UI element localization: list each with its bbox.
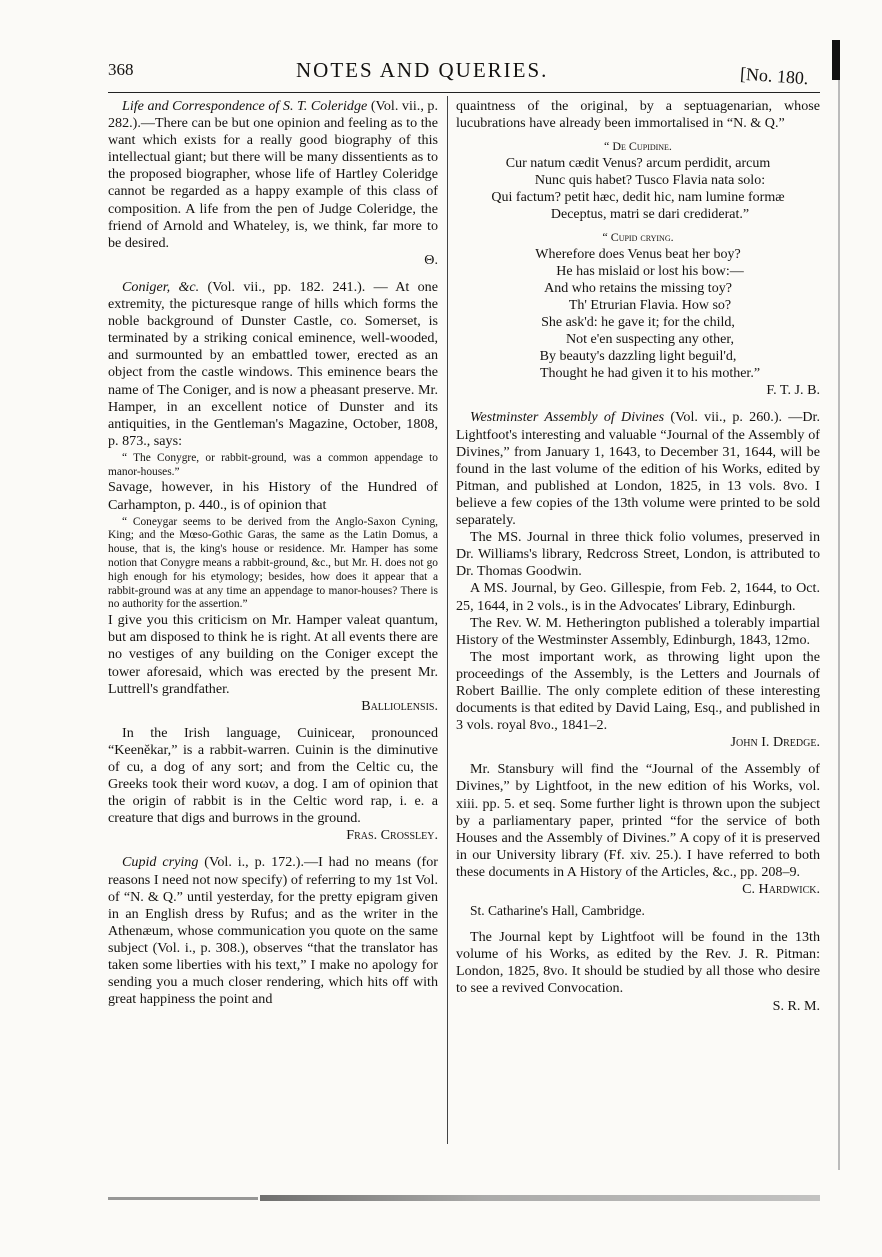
stansbury-signature: C. Hardwick. [742, 881, 820, 897]
page-edge-line [838, 80, 840, 1170]
westminster-note [456, 409, 820, 529]
verse-line: Cur natum cædit Venus? arcum perdidit, arcum [505, 156, 771, 172]
lightfoot-signature: S. R. M. [772, 997, 820, 1014]
footer-scan-band [260, 1195, 820, 1201]
cupid-signature: F. T. J. B. [766, 382, 820, 399]
cupid-continuation: quaintness of the original, by a septuagenarian, whose lucubrations have already been immortalised in “N. & Q.” [456, 98, 820, 132]
verse-line: By beauty's dazzling light beguil'd, [539, 349, 737, 365]
running-title: NOTES AND QUERIES. [296, 58, 549, 82]
cupid-note [108, 854, 438, 1008]
coniger-text: (Vol. vii., pp. 182. 241.). — At one extremity, the picturesque range of hills which forms the noble background of Dunster Castle, co. Somerset, is terminated by a striking conical eminence, well-wooded, and surmounted by an embattled tower, erected as an object from the castle windows. This eminence bears the name of The Coniger, and is now a pheasant preserve. Mr. Hamper, in an excellent notice of Dunster and its antiquities, in the Gentleman's Magazine, October, 1808, p. 873., says: [108, 278, 438, 449]
coniger-quote-hamper: “ The Conygre, or rabbit-ground, was a common appendage to manor-houses.” [108, 451, 438, 478]
westminster-text: (Vol. vii., p. 260.). —Dr. Lightfoot's interesting and valuable “Journal of the Assembly of Divines,” from January 1, 1643, to December 31, 1644, will be found in the last volume of the edition of his Works, edited by Pitman, and published at London, 1825, in 13 vols. 8vo. I believe a few copies of the 13th volume were printed to be sold separately. [456, 409, 820, 529]
lightfoot-note: The Journal kept by Lightfoot will be found in the 13th volume of his Works, as edited by the Rev. J. R. Pitman: London, 1825, 8vo. It should be studied by all those who desire to see a revived Convocation. [456, 929, 820, 997]
page-number: 368 [108, 60, 134, 79]
verse-line: Not e'en suspecting any other, [566, 332, 734, 348]
coniger-savage-text: Savage, however, in his History of the Hundred of Carhampton, p. 440., is of opinion that [108, 479, 438, 513]
westminster-title: Westminster Assembly of Divines [470, 409, 665, 426]
right-column [456, 98, 820, 1015]
header-rule [108, 92, 820, 93]
cupid-title: Cupid crying [122, 854, 199, 871]
issue-number: [No. 180. [739, 63, 810, 89]
stansbury-note: Mr. Stansbury will find the “Journal of the Assembly of Divines,” by Lightfoot, in the new edition of his Works, vol. xiii. pp. 5. et seq. Some further light is thrown upon the subject by a parliamentary paper, printed “for the service of both Houses and the Assembly of Divines.” A copy of it is preserved in our University library (Ff. xiv. 25.). I have referred to both these documents in A History of the Articles, &c., pp. 208–9. [456, 761, 820, 880]
coleridge-title: Life and Correspondence of S. T. Coleridge [122, 98, 368, 114]
irish-note: In the Irish language, Cuinicear, pronounced “Keenĕkar,” is a rabbit-warren. Cuinin is the diminutive of cu, a dog of any sort; and from the Celtic cu, the Greeks took their word κυων, a dog. I am of opinion that the origin of rabbit is in the Celtic word rap, i. e. a creature that digs and burrows in the ground. [108, 724, 438, 827]
westminster-para-3: A MS. Journal, by Geo. Gillespie, from Feb. 2, 1644, to Oct. 25, 1644, in 2 vols., is in the Advocates' Library, Edinburgh. [456, 580, 820, 614]
westminster-signature: John I. Dredge. [730, 734, 820, 751]
coleridge-note [108, 98, 438, 252]
verse-line: Thought he had given it to his mother.” [539, 366, 761, 382]
verse-line: She ask'd: he gave it; for the child, [541, 315, 735, 331]
coniger-note [108, 279, 438, 450]
footer-scan-mark [108, 1197, 258, 1200]
verse-line: Wherefore does Venus beat her boy? [535, 247, 741, 263]
left-column [108, 98, 438, 1008]
english-verse [456, 246, 820, 382]
column-divider [447, 96, 448, 1144]
irish-signature: Fras. Crossley. [346, 827, 438, 844]
stansbury-place: St. Catharine's Hall, Cambridge. [470, 903, 645, 919]
westminster-para-2: The MS. Journal in three thick folio volumes, preserved in Dr. Williams's library, Redcross Street, London, is attributed to Dr. Thomas Goodwin. [456, 529, 820, 580]
coniger-conclusion: I give you this criticism on Mr. Hamper valeat quantum, but am disposed to think he is right. At all events there are no vestiges of any building on the Coniger except the tower aforesaid, which was erected by the present Mr. Luttrell's grandfather. [108, 612, 438, 697]
verse-line: Deceptus, matri se dari crediderat.” [550, 207, 750, 223]
coniger-title: Coniger, &c. [122, 278, 200, 295]
coniger-signature: Balliolensis. [361, 697, 438, 714]
verse-line: Th' Etrurian Flavia. How so? [568, 298, 732, 314]
coleridge-signature: Θ. [424, 251, 438, 268]
page-edge-mark [832, 40, 840, 80]
verse-line: Qui factum? petit hæc, dedit hic, nam lumine formæ [491, 190, 785, 206]
latin-verse-title: “ De Cupidine. [604, 139, 672, 154]
verse-line: He has mislaid or lost his bow:— [556, 264, 744, 280]
verse-line: And who retains the missing toy? [544, 281, 732, 297]
english-verse-title: “ Cupid crying. [602, 230, 674, 245]
verse-line: Nunc quis habet? Tusco Flavia nata solo: [534, 173, 766, 189]
cupid-text: (Vol. i., p. 172.).—I had no means (for reasons I need not now specify) of referring to my 1st Vol. of “N. & Q.” until yesterday, for the pretty epigram given in an English dress by Rufus; and as the writer in the Athenæum, whose communication you quote on the same subject (Vol. i., p. 308.), observes “that the translator has taken some liberties with his text,” I make no apology for sending you a much closer rendering, which hits off with great happiness the point and [108, 854, 438, 1008]
coniger-quote-savage: “ Coneygar seems to be derived from the Anglo-Saxon Cyning, King; and the Mœso-Gothic Garas, the same as the Latin Domus, a house, that is, the king's house or residence. Mr. Hamper has some notion that Conygre means a rabbit-ground, &c., but Mr. H. does not go high enough for his etymology; besides, how does it appear that a rabbit-ground was at any time an appendage to manor-houses? There is no authority for the assertion.” [108, 515, 438, 611]
westminster-para-4: The Rev. W. M. Hetherington published a tolerably impartial History of the Westminster Assembly, Edinburgh, 1843, 12mo. [456, 614, 820, 648]
westminster-para-5: The most important work, as throwing light upon the proceedings of the Assembly, is the Letters and Journals of Robert Baillie. The only complete edition of these interesting documents is that edited by David Laing, Esq., and published in 3 vols. royal 8vo., 1841–2. [456, 648, 820, 734]
latin-verse [456, 155, 820, 223]
coleridge-text: (Vol. vii., p. 282.).—There can be but one opinion and feeling as to the want which exists for a really good biography of this intellectual giant; but there will be many dissentients as to the proposed biographer, whose life of Hartley Coleridge cannot be regarded as a happy example of this class of composition. A life from the pen of Judge Coleridge, the friend of Arnold and Whateley, is, we think, far more to be desired. [108, 98, 438, 251]
